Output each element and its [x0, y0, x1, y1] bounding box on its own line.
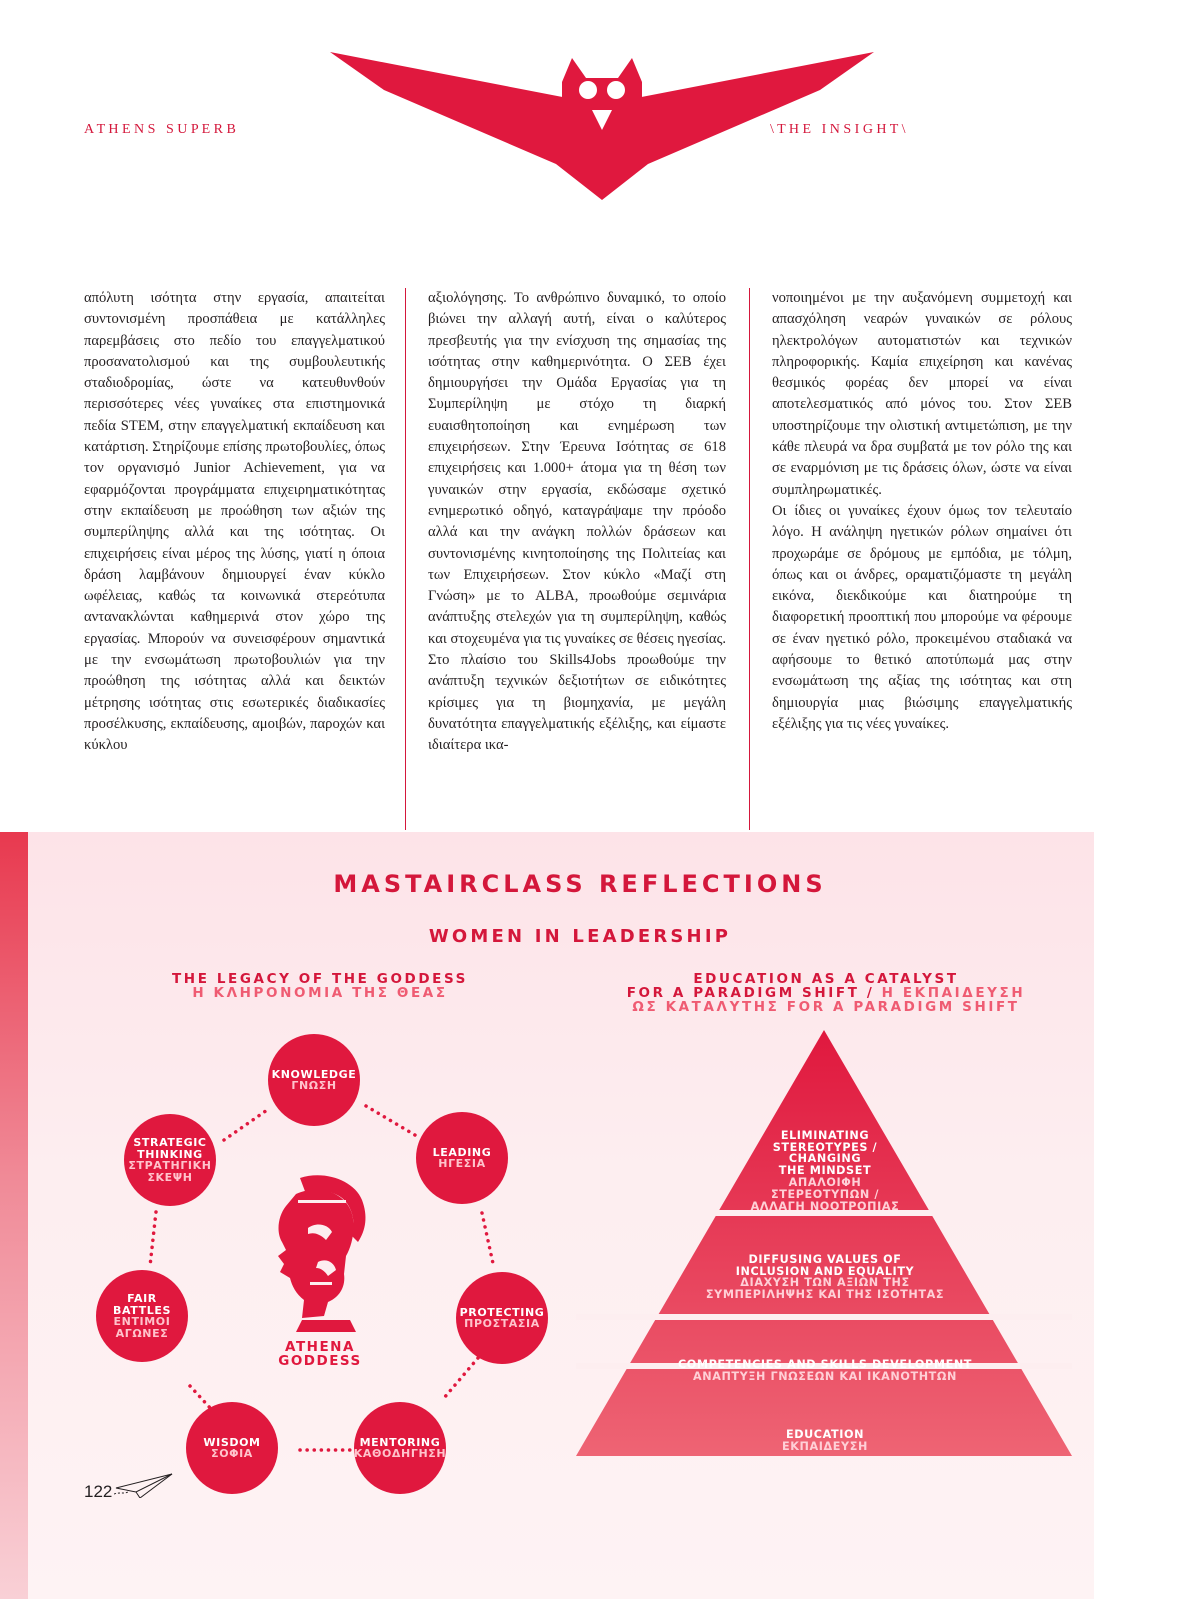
panel-subtitle: WOMEN IN LEADERSHIP: [428, 926, 732, 947]
circle-protecting: PROTECTING ΠΡΟΣΤΑΣΙΑ: [456, 1272, 548, 1364]
circle-knowledge: KNOWLEDGE ΓΝΩΣΗ: [268, 1034, 360, 1126]
pyramid-tier-3: COMPETENCIES AND SKILLS DEVELOPMENT ΑΝΑΠΤΥΞΗ ΓΝΩΣΕΩΝ ΚΑΙ ΙΚΑΝΟΤΗΤΩΝ: [677, 1357, 973, 1383]
paper-plane-icon: [114, 1472, 176, 1498]
header-left-title: A T H E N S S U P E R B: [84, 122, 236, 137]
pyramid-tier-2: DIFFUSING VALUES OF INCLUSION AND EQUALITY ΔΙΑΧΥΣΗ ΤΩΝ ΑΞΙΩΝ ΤΗΣ ΣΥΜΠΕΡΙΛΗΨΗΣ ΚΑΙ ΤΗΣ ΙΣΟΤΗΤΑΣ: [705, 1252, 945, 1302]
article-column-2: αξιολόγησης. Το ανθρώπινο δυναμικό, το οποίο βιώνει την αλλαγή αυτή, είναι ο καλύτερος πρεσβευτής για την ενίσχυση της σημασίας της ισότητας στην καθημερινότητα. Ο ΣΕΒ έχει δημιουργήσει την Ομάδα Εργασίας για τη Συμπερίληψη με στόχο τη διαρκή ευαισθητοποίηση και ενημέρωση των επιχειρήσεων. Στην Έρευνα Ισότητας σε 618 επιχειρήσεις και 1.000+ άτομα για τη θέση των γυναικών στην εργασία, εκδώσαμε σχετικό ενημερωτικό οδηγό, καταγράψαμε την πρόοδο αλλά και την ανάγκη πολλών δράσεων και συντονισμένης κινητοποίησης της Πολιτείας και των Επιχειρήσεων. Στον κύκλο «Μαζί στη Γνώση» με το ALBA, προωθούμε σεμινάρια ανάπτυξης στελεχών για τη συμπερίληψη, καθώς και στοχευμένα για τις γυναίκες σε θέσεις ηγεσίας. Στο πλαίσιο του Skills4Jobs προωθούμε την ανάπτυξη τεχνικών δεξιοτήτων σε ειδικότητες κρίσιμες για τη βιομηχανία, με μεγάλη δυνατότητα επαγγελματικής εξέλιξης, και είμαστε ιδιαίτερα ικα-: [428, 290, 726, 754]
education-heading-line3: ΩΣ ΚΑΤΑΛΥΤΗΣ FOR A PARADIGM SHIFT: [632, 999, 1020, 1015]
article-column-3: [772, 288, 1072, 735]
pyramid-tier-4: EDUCATION ΕΚΠΑΙΔΕΥΣΗ: [782, 1427, 868, 1453]
page-number: 122: [84, 1482, 113, 1501]
paragraph: Οι ίδιες οι γυναίκες έχουν όμως τον τελευταίο λόγο. Η ανάληψη ηγετικών ρόλων σημαίνει ότι προχωράμε σε δρόμους με εμπόδια, με τόλμη, όπως και οι άνδρες, οραματιζόμαστε τη μεγάλη εικόνα, διεκδικούμε και διατηρούμε τη διαφορετική προοπτική που μπορούμε να φέρουμε σε έναν ηγετικό ρόλο, προκειμένου σταδιακά να αφήσουμε το θετικό αποτύπωμά μας στην ενσωμάτωση της αξίας της ισότητας και στη δημιουργία μιας βιώσιμης επαγγελματικής εξέλιξης για τις νέες γυναίκες.: [772, 502, 1072, 732]
circle-fair-battles: FAIR BATTLES ΕΝΤΙΜΟΙ ΑΓΩΝΕΣ: [96, 1270, 188, 1362]
panel-title: MASTAIRCLASS REFLECTIONS: [333, 870, 827, 898]
header-right-title: \ T H E I N S I G H T \: [770, 122, 906, 137]
column-divider: [405, 288, 406, 830]
pyramid-tier-1: ELIMINATING STEREOTYPES / CHANGING THE MINDSET ΑΠΑΛΟΙΦΗ ΣΤΕΡΕΟΤΥΠΩΝ / ΑΛΛΑΓΗ ΝΟΟΤΡΟΠΙΑΣ: [750, 1128, 900, 1213]
athena-goddess-label: ATHENA GODDESS: [278, 1339, 362, 1369]
paragraph: νοποιημένοι με την αυξανόμενη συμμετοχή και απασχόληση νεαρών γυναικών σε ρόλους ηλεκτρολόγων αυτοματιστών και τεχνικών πληροφορικής. Καμία επιχείρηση και κανένας θεσμικός φορέας δεν μπορεί να είναι αποτελεσματικός από μόνος του. Στον ΣΕΒ υποστηρίζουμε την ολιστική αντιμετώπιση, με την κάθε πλευρά να δρα συμβατά με τον ρόλο της και σε εναρμόνιση με τις δράσεις όλων, ώστε να είναι συμπληρωματικές.: [772, 290, 1072, 498]
circle-leading: LEADING ΗΓΕΣΙΑ: [416, 1112, 508, 1204]
education-heading-line2: FOR A PARADIGM SHIFT / Η ΕΚΠΑΙΔΕΥΣΗ: [626, 985, 1026, 1001]
circle-wisdom: WISDOM ΣΟΦΙΑ: [186, 1402, 278, 1494]
education-heading: [596, 972, 1056, 1014]
legacy-heading-gr: Η ΚΛΗΡΟΝΟΜΙΑ ΤΗΣ ΘΕΑΣ: [192, 985, 448, 1001]
legacy-heading: [150, 972, 490, 1000]
legacy-heading-en: THE LEGACY OF THE GODDESS: [171, 971, 469, 987]
circle-strategic-thinking: STRATEGIC THINKING ΣΤΡΑΤΗΓΙΚΗ ΣΚΕΨΗ: [124, 1114, 216, 1206]
panel-accent-strip: [0, 832, 28, 1599]
owl-logo: [330, 52, 874, 200]
athena-helmet-icon: [262, 1170, 378, 1340]
education-heading-line1: EDUCATION AS A CATALYST: [693, 971, 959, 987]
article-column-1: απόλυτη ισότητα στην εργασία, απαιτείται συντονισμένη προσπάθεια με κατάλληλες παρεμβάσεις στο πεδίο του επαγγελματικού προσανατολισμού και της συμβουλευτικής σταδιοδρομίας, ώστε να κατευθυνθούν περισσότερες νέες γυναίκες στα επιστημονικά πεδία STEM, στην επαγγελματική εκπαίδευση και κατάρτιση. Στηρίζουμε επίσης πρωτοβουλίες, όπως τον οργανισμό Junior Achievement, για να εφαρμόζονται προγράμματα επιχειρηματικότητας στην εκπαίδευση με προώθηση των αξιών της συμπερίληψης αλλά και της ισότητας. Οι επιχειρήσεις είναι μέρος της λύσης, γιατί η όποια δράση λαμβάνουν δημιουργεί έναν κύκλο ωφέλειας, καθώς τα κοινωνικά στερεότυπα αντανακλώνται καθημερινά στον χώρο της εργασίας. Μπορούν να συνεισφέρουν σημαντικά με την ενσωμάτωση πρωτοβουλιών για την προώθηση της ισότητας αλλά και δεικτών μέτρησης ισότητας στις εσωτερικές διαδικασίες προσέλκυσης, εκπαίδευσης, αμοιβών, παροχών και κύκλου: [84, 290, 385, 754]
circle-mentoring: MENTORING ΚΑΘΟΔΗΓΗΣΗ: [354, 1402, 446, 1494]
column-divider: [749, 288, 750, 830]
